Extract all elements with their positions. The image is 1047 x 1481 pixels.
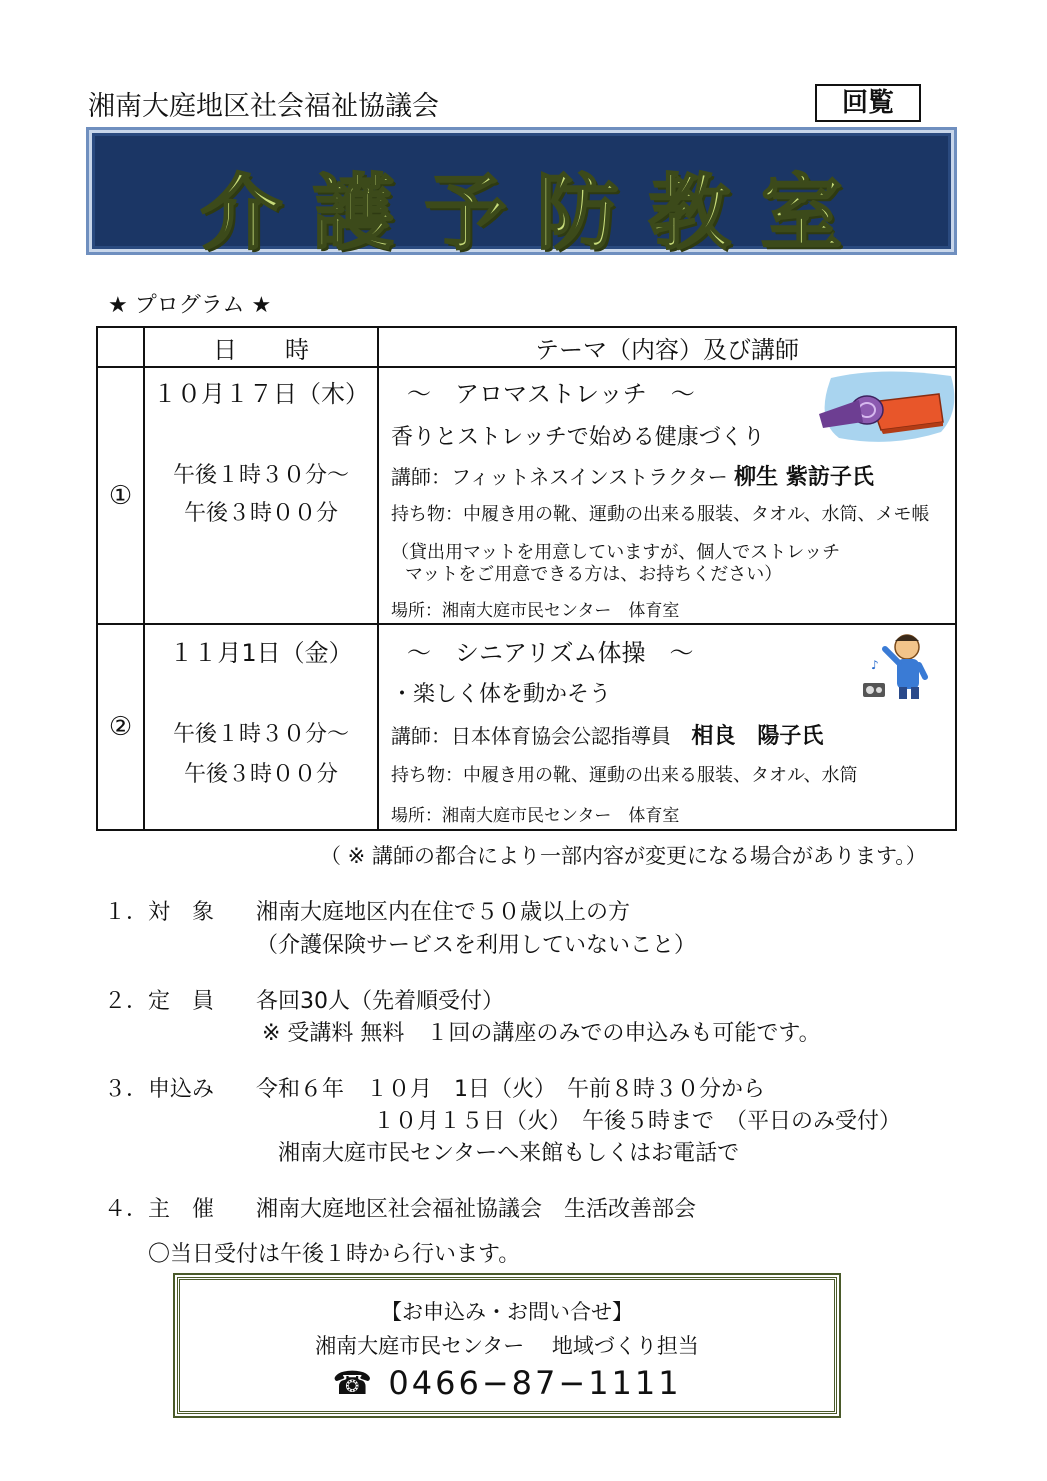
session-date: １０月１７日（木） [153, 380, 369, 408]
header-num-cell [97, 327, 144, 367]
session-instructor [391, 719, 823, 750]
kairan-box: 回覧 [815, 84, 921, 122]
session-remark-1: （貸出用マットを用意していますが、個人でストレッチ [391, 542, 841, 563]
table-row [97, 624, 956, 830]
session-items: 持ち物：中履き用の靴、運動の出来る服装、タオル、水筒、メモ帳 [391, 504, 930, 525]
svg-text:♪: ♪ [871, 658, 879, 672]
session-title: ～ シニアリズム体操 ～ [407, 639, 694, 667]
title-banner [86, 127, 957, 261]
page-title: 介護予防教室 [200, 166, 873, 261]
session-theme-cell [378, 367, 956, 624]
capacity-note: ※ 受講料 無料 １回の講座のみでの申込みも可能です。 [262, 1021, 821, 1046]
exercise-person-icon [861, 629, 933, 701]
session-date-cell [144, 367, 378, 624]
session-time-start: 午後１時３０分～ [172, 722, 349, 747]
session-theme-cell [378, 624, 956, 830]
contact-heading: 【お申込み・お問い合せ】 [381, 1300, 633, 1324]
session-items: 持ち物：中履き用の靴、運動の出来る服装、タオル、水筒 [391, 765, 858, 786]
program-label: ★ プログラム ★ [108, 293, 272, 318]
program-note: （ ※ 講師の都合により一部内容が変更になる場合があります。） [320, 844, 927, 868]
contact-phone: ☎ 0466−87−1111 [332, 1364, 682, 1402]
table-header-row [97, 327, 956, 367]
contact-place: 湘南大庭市民センター 地域づくり担当 [315, 1334, 699, 1358]
session-time-end: 午後３時００分 [183, 501, 338, 526]
session-time-start: 午後１時３０分～ [172, 463, 349, 488]
session-subtitle: ・楽しく体を動かそう [391, 682, 612, 707]
target-label: １．対 象 [104, 900, 215, 925]
session-date: １１月1日（金） [169, 639, 353, 667]
instructor-prefix: 講師：日本体育協会公認指導員 [391, 724, 671, 748]
instructor-prefix: 講師：フィットネスインストラクター [391, 465, 728, 489]
apply-line-2: １０月１５日（火） 午後５時まで （平日のみ受付） [373, 1109, 902, 1134]
apply-label: ３．申込み [104, 1077, 215, 1102]
header-theme-cell: テーマ（内容）及び講師 [378, 327, 956, 367]
same-day-note: 〇当日受付は午後１時から行います。 [148, 1242, 521, 1267]
session-remark-2: マットをご用意できる方は、お持ちください） [405, 564, 783, 585]
session-date-cell [144, 624, 378, 830]
host-text: 湘南大庭地区社会福祉協議会 生活改善部会 [256, 1197, 697, 1222]
yoga-mat-icon [811, 370, 959, 448]
host-label: ４．主 催 [104, 1197, 215, 1222]
session-number: ① [97, 367, 144, 624]
organization-name: 湘南大庭地区社会福祉協議会 [88, 91, 439, 122]
instructor-name: 相良 陽子氏 [691, 724, 824, 749]
program-table [96, 326, 957, 831]
session-instructor [391, 460, 874, 491]
apply-line-3: 湘南大庭市民センターへ来館もしくはお電話で [278, 1141, 740, 1166]
target-text: 湘南大庭地区内在住で５０歳以上の方 [256, 900, 631, 925]
header-date-cell: 日 時 [144, 327, 378, 367]
session-subtitle: 香りとストレッチで始める健康づくり [391, 425, 765, 450]
session-title: ～ アロマストレッチ ～ [407, 380, 695, 408]
instructor-name: 柳生 紫訪子氏 [734, 465, 874, 490]
capacity-label: ２．定 員 [104, 989, 215, 1014]
target-note: （介護保険サービスを利用していないこと） [256, 933, 697, 958]
session-number: ② [97, 624, 144, 830]
apply-line-1: 令和６年 １０月 1日（火） 午前８時３０分から [256, 1077, 765, 1102]
session-place: 場所：湘南大庭市民センター 体育室 [391, 806, 680, 826]
contact-box [177, 1277, 837, 1414]
capacity-text: 各回30人（先着順受付） [256, 989, 504, 1014]
session-place: 場所：湘南大庭市民センター 体育室 [391, 601, 680, 621]
table-row [97, 367, 956, 624]
session-time-end: 午後３時００分 [183, 762, 338, 787]
